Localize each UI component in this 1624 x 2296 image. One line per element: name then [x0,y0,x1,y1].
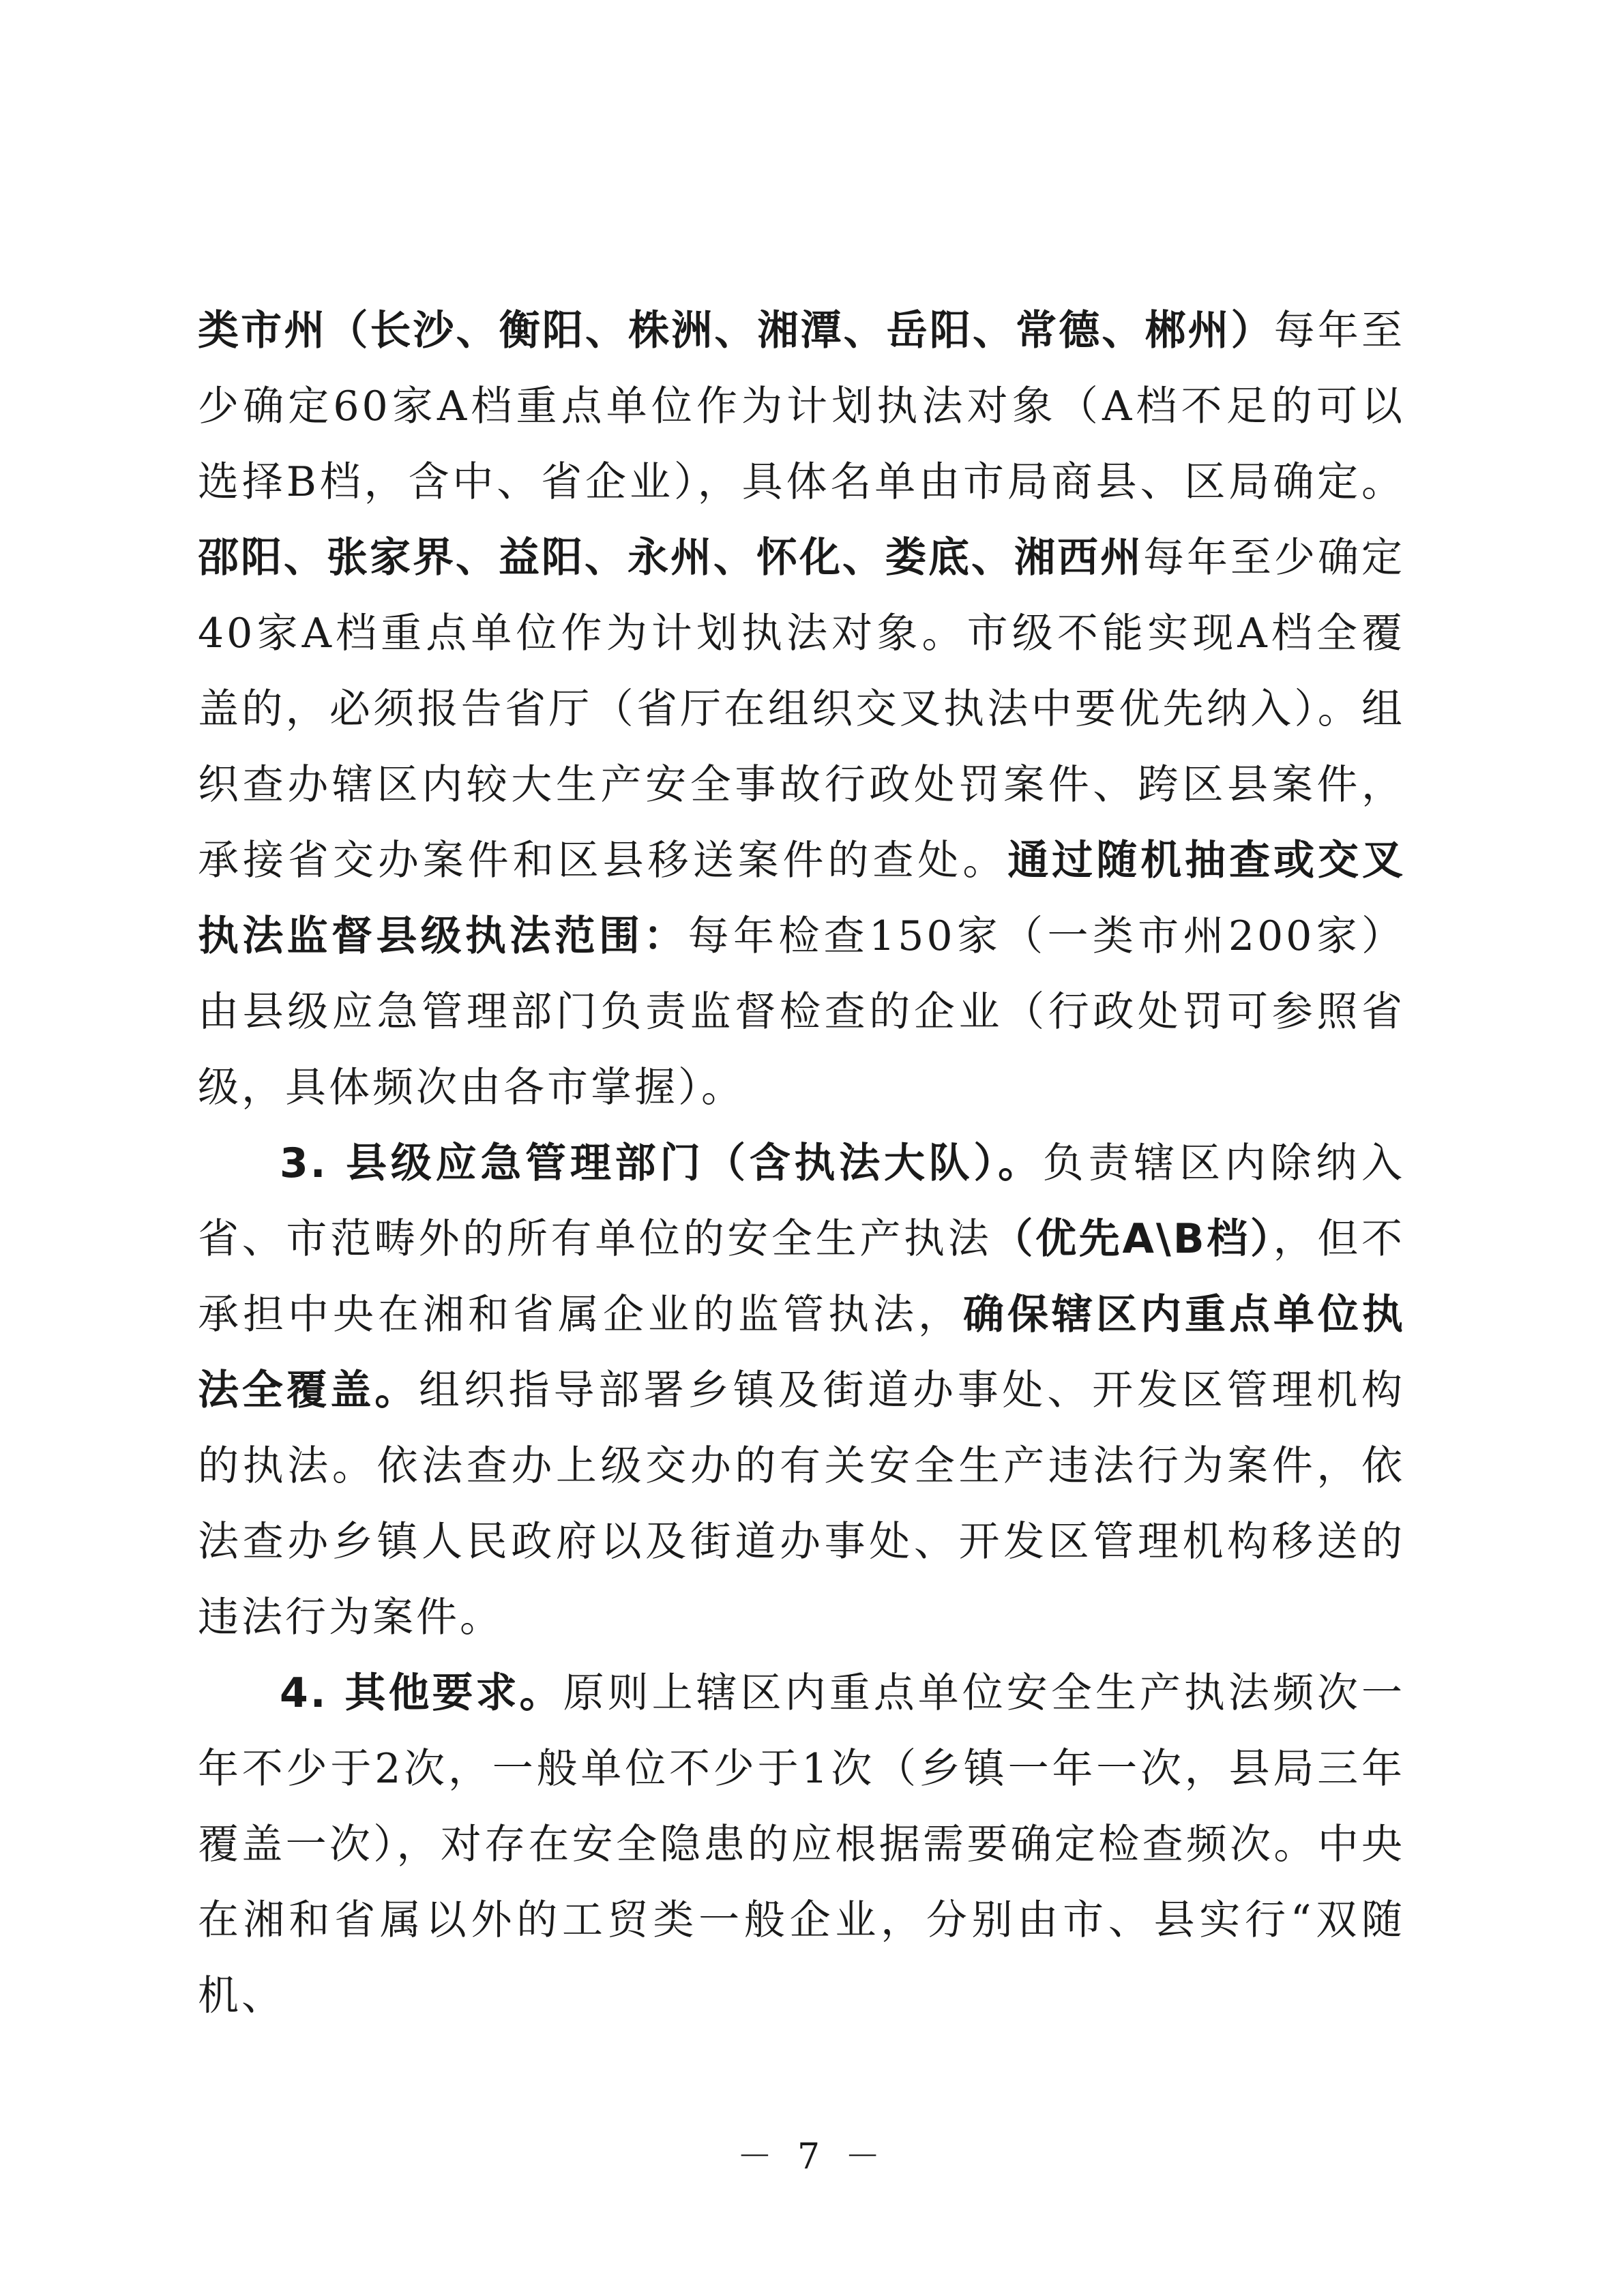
section-3-heading: 3. 县级应急管理部门（含执法大队）。 [280,1139,1043,1187]
coverage-requirement: 确保辖区内重点单位执法全覆盖。 [198,1291,1405,1414]
paragraph-1 [198,293,1405,1126]
text-segment: ，但不承担中央在湘和省属企业的监管执法， [198,1215,1406,1339]
document-body [198,293,1405,2034]
text-segment: 每年检查150家（一类市州200家）由县级应急管理部门负责监督检查的企业（行政处罚可参照省级，具体频次由各市掌握）。 [198,912,1406,1112]
text-segment: 组织指导部署乡镇及街道办事处、开发区管理机构的执法。依法查办上级交办的有关安全生产违法行为案件，依法查办乡镇人民政府以及街道办事处、开发区管理机构移送的违法行为案件。 [198,1367,1406,1641]
priority-note: （优先A\B档） [992,1215,1273,1263]
city-list-tier2: 邵阳、张家界、益阳、永州、怀化、娄底、湘西州 [198,534,1143,582]
text-segment: 每年至少确定40家A档重点单位作为计划执法对象。市级不能实现A档全覆盖的，必须报告省厅（省厅在组织交叉执法中要优先纳入）。组织查办辖区内较大生产安全事故行政处罚案件、跨区县案件，承接省交办案件和区县移送案件的查处。 [198,534,1405,884]
text-segment: 负责辖区内除纳入省、市范畴外的所有单位的安全生产执法 [198,1139,1405,1263]
city-list-tier1: 类市州（长沙、衡阳、株洲、湘潭、岳阳、常德、郴州） [198,307,1274,355]
paragraph-2 [198,1126,1405,1656]
text-segment: 原则上辖区内重点单位安全生产执法频次一年不少于2次，一般单位不少于1次（乡镇一年一次，县局三年覆盖一次），对存在安全隐患的应根据需要确定检查频次。中央在湘和省属以外的工贸类一般企业，分别由市、县实行“双随机、 [198,1669,1405,2020]
supervision-scope-heading: 通过随机抽查或交叉执法监督县级执法范围： [198,837,1406,960]
paragraph-3 [198,1656,1405,2034]
section-4-heading: 4. 其他要求。 [280,1669,563,1717]
text-segment: 每年至少确定60家A档重点单位作为计划执法对象（A档不足的可以选择B档，含中、省企业），具体名单由市局商县、区局确定。 [198,307,1406,506]
page-number: － 7 － [737,2136,887,2177]
